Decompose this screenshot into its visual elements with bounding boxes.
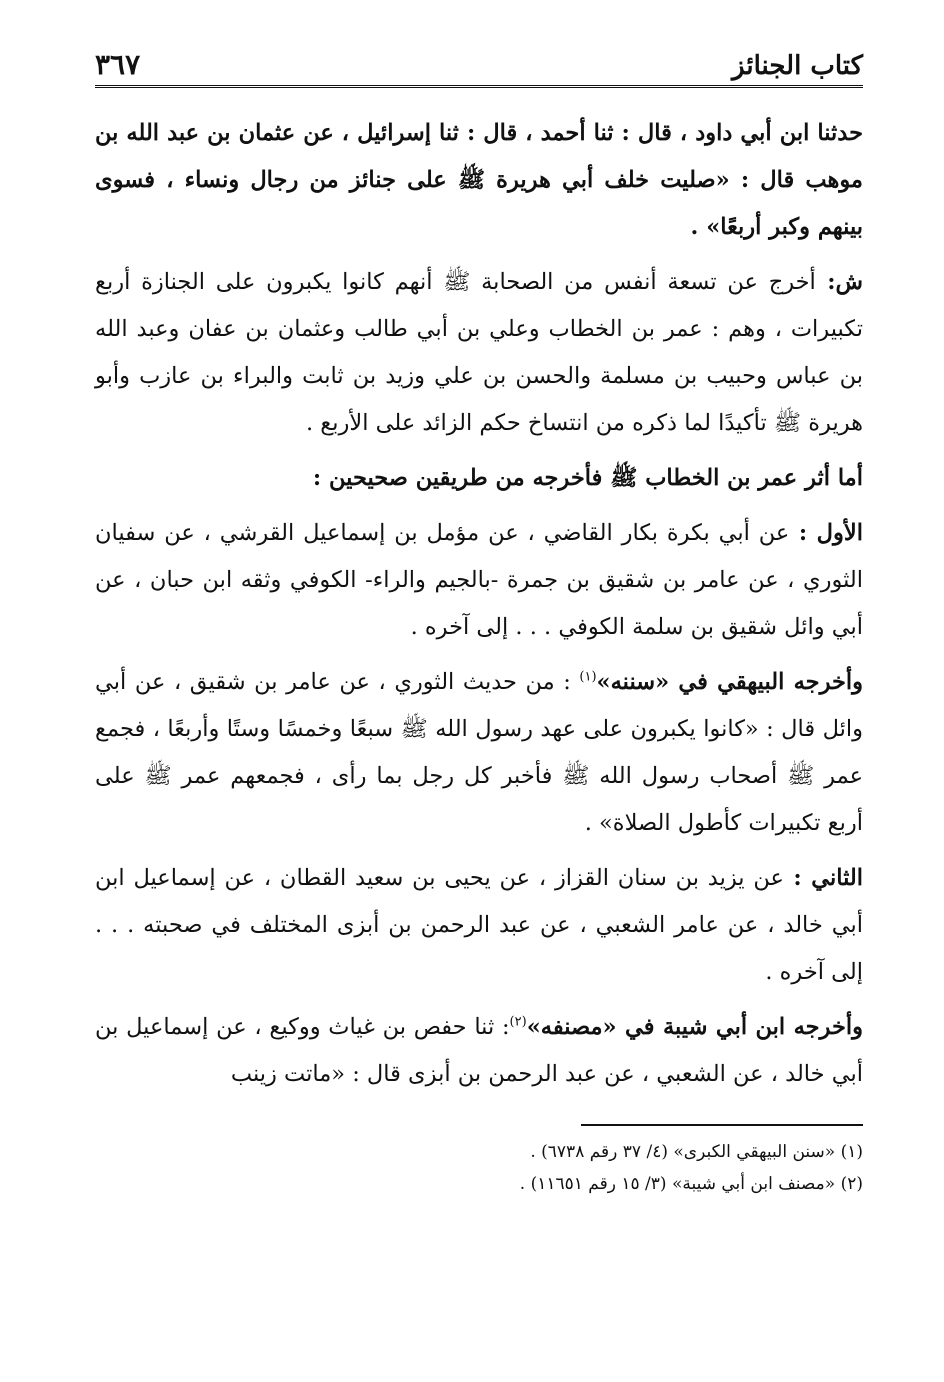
- text-paragraph: [95, 510, 863, 651]
- footnote: (١) «سنن البيهقي الكبرى» (٤/ ٣٧ رقم ٦٧٣٨) .: [530, 1142, 863, 1162]
- main-text: [95, 110, 863, 1098]
- text-paragraph: [95, 659, 863, 847]
- text-paragraph: [95, 110, 863, 251]
- text-segment: : من حديث الثوري ، عن عامر بن شقيق ، عن أبي وائل قال : «كانوا يكبرون على عهد رسول الله ﷺ سبعًا وخمسًا وستًا وأربعًا ، فجمع عمر ﷺ أصحاب رسول الله ﷺ فأخبر كل رجل بما رأى ، فجمعهم عمر ﷺ على أربع تكبيرات كأطول الصلاة» .: [95, 669, 863, 836]
- text-segment: أخرج عن تسعة أنفس من الصحابة ﷺ أنهم كانوا يكبرون على الجنازة أربع تكبيرات ، وهم : عمر بن الخطاب وعلي بن أبي طالب وعثمان بن عفان وعبد الله بن عباس وحبيب بن مسلمة والحسن بن علي وزيد بن ثابت والبراء بن عازب وأبو هريرة ﷺ تأكيدًا لما ذكره من انتساخ حكم الزائد على الأربع .: [95, 269, 863, 436]
- book-page: [95, 44, 863, 1200]
- chapter-title: كتاب الجنائز: [732, 51, 863, 81]
- footnote: (٢) «مصنف ابن أبي شيبة» (٣/ ١٥ رقم ١١٦٥١) .: [519, 1174, 863, 1194]
- running-header: [95, 44, 863, 88]
- bold-text: أما أثر عمر بن الخطاب ﷺ فأخرجه من طريقين صحيحين :: [312, 465, 863, 491]
- bold-text: حدثنا ابن أبي داود ، قال : ثنا أحمد ، قال : ثنا إسرائيل ، عن عثمان بن عبد الله بن موهب قال : «صليت خلف أبي هريرة ﷺ على جنائز من رجال ونساء ، فسوى بينهم وكبر أربعًا» .: [95, 120, 863, 240]
- page-number: ٣٦٧: [95, 48, 141, 81]
- text-segment: عن أبي بكرة بكار القاضي ، عن مؤمل بن إسماعيل القرشي ، عن سفيان الثوري ، عن عامر بن شقيق بن جمرة -بالجيم والراء- الكوفي وثقه ابن حبان ، عن أبي وائل شقيق بن سلمة الكوفي . . . إلى آخره .: [95, 520, 863, 640]
- text-paragraph: [95, 259, 863, 447]
- text-paragraph: [95, 855, 863, 996]
- footnote-separator: [581, 1124, 863, 1126]
- text-paragraph: [95, 1004, 863, 1098]
- bold-text: ش:: [815, 269, 864, 295]
- bold-text: الأول :: [789, 520, 863, 546]
- text-segment: : ثنا حفص بن غياث ووكيع ، عن إسماعيل بن أبي خالد ، عن الشعبي ، عن عبد الرحمن بن أبزى قال : «ماتت زينب: [95, 1014, 863, 1087]
- bold-text: وأخرجه ابن أبي شيبة في «مصنفه»: [526, 1014, 863, 1040]
- footnote-marker: (٢): [509, 1014, 527, 1030]
- bold-text: وأخرجه البيهقي في «سننه»: [596, 669, 864, 695]
- text-segment: عن يزيد بن سنان القزاز ، عن يحيى بن سعيد القطان ، عن إسماعيل ابن أبي خالد ، عن عامر الشعبي ، عن عبد الرحمن بن أبزى المختلف في صحبته . . . إلى آخره .: [95, 865, 863, 985]
- footnote-marker: (١): [579, 669, 597, 685]
- footnotes: [95, 1136, 863, 1200]
- bold-text: الثاني :: [783, 865, 863, 891]
- text-paragraph: [95, 455, 863, 502]
